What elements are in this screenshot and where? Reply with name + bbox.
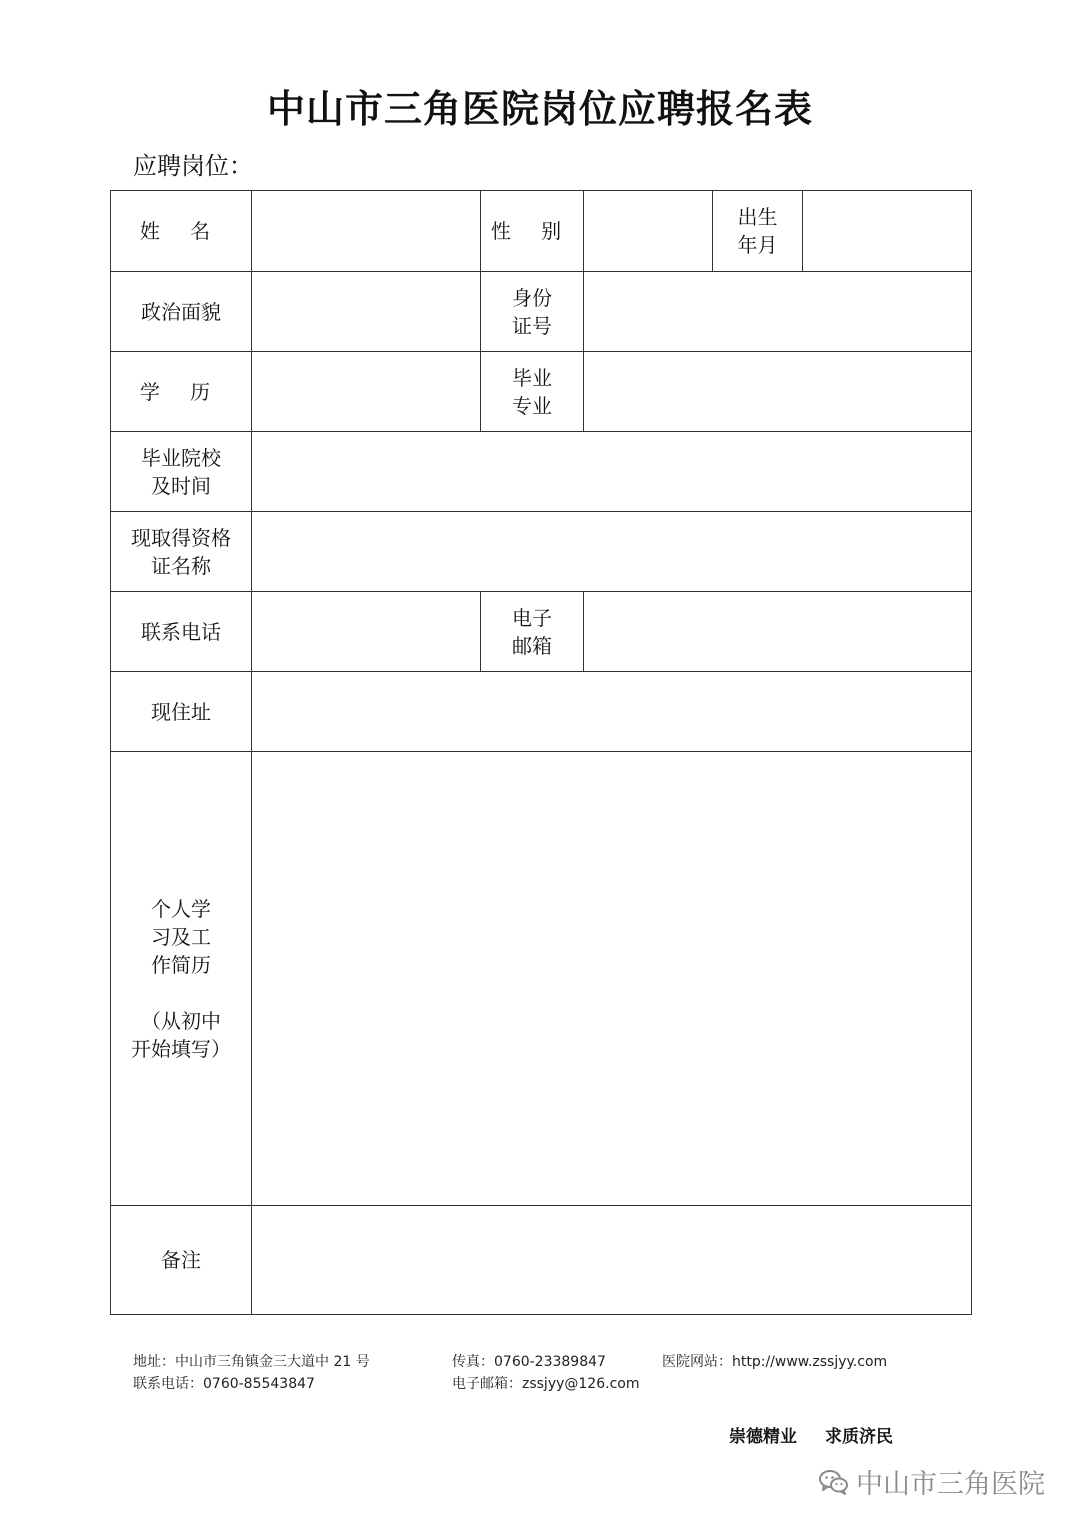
position-label: 应聘岗位：	[133, 152, 253, 180]
page-title: 中山市三角医院岗位应聘报名表	[266, 87, 813, 131]
resume-field[interactable]	[252, 752, 972, 1206]
application-form	[110, 190, 972, 1315]
education-label: 学 历	[111, 352, 252, 432]
watermark-text: 中山市三角医院	[856, 1469, 1045, 1500]
school-label: 毕业院校 及时间	[111, 432, 252, 512]
phone-field[interactable]	[252, 592, 481, 672]
gender-field[interactable]	[584, 191, 713, 272]
name-label: 姓 名	[111, 191, 252, 272]
education-field[interactable]	[252, 352, 481, 432]
school-field[interactable]	[252, 432, 972, 512]
remarks-label: 备注	[111, 1206, 252, 1315]
hospital-motto	[729, 1422, 893, 1447]
motto-part-1: 崇德精业	[729, 1427, 797, 1447]
birth-date-field[interactable]	[803, 191, 972, 272]
email-label: 电子 邮箱	[481, 592, 584, 672]
footer-fax: 传真：0760-23389847	[452, 1354, 606, 1370]
certificate-label: 现取得资格 证名称	[111, 512, 252, 592]
wechat-watermark	[818, 1462, 1045, 1501]
id-number-field[interactable]	[584, 272, 972, 352]
major-label: 毕业 专业	[481, 352, 584, 432]
political-status-label: 政治面貌	[111, 272, 252, 352]
footer-email: 电子邮箱：zssjyy@126.com	[452, 1376, 640, 1392]
footer-phone: 联系电话：0760-85543847	[133, 1376, 315, 1392]
id-number-label: 身份 证号	[481, 272, 584, 352]
gender-label: 性 别	[481, 191, 584, 272]
political-status-field[interactable]	[252, 272, 481, 352]
birth-date-label: 出生 年月	[713, 191, 803, 272]
address-label: 现住址	[111, 672, 252, 752]
remarks-field[interactable]	[252, 1206, 972, 1315]
phone-label: 联系电话	[111, 592, 252, 672]
name-field[interactable]	[252, 191, 481, 272]
footer-address: 地址：中山市三角镇金三大道中 21 号	[133, 1354, 370, 1370]
email-field[interactable]	[584, 592, 972, 672]
footer-website: 医院网站：http://www.zssjyy.com	[662, 1354, 888, 1370]
wechat-icon	[818, 1468, 850, 1496]
motto-part-2: 求质济民	[825, 1427, 893, 1447]
resume-label: 个人学 习及工 作简历 （从初中 开始填写）	[111, 752, 252, 1206]
address-field[interactable]	[252, 672, 972, 752]
major-field[interactable]	[584, 352, 972, 432]
certificate-field[interactable]	[252, 512, 972, 592]
